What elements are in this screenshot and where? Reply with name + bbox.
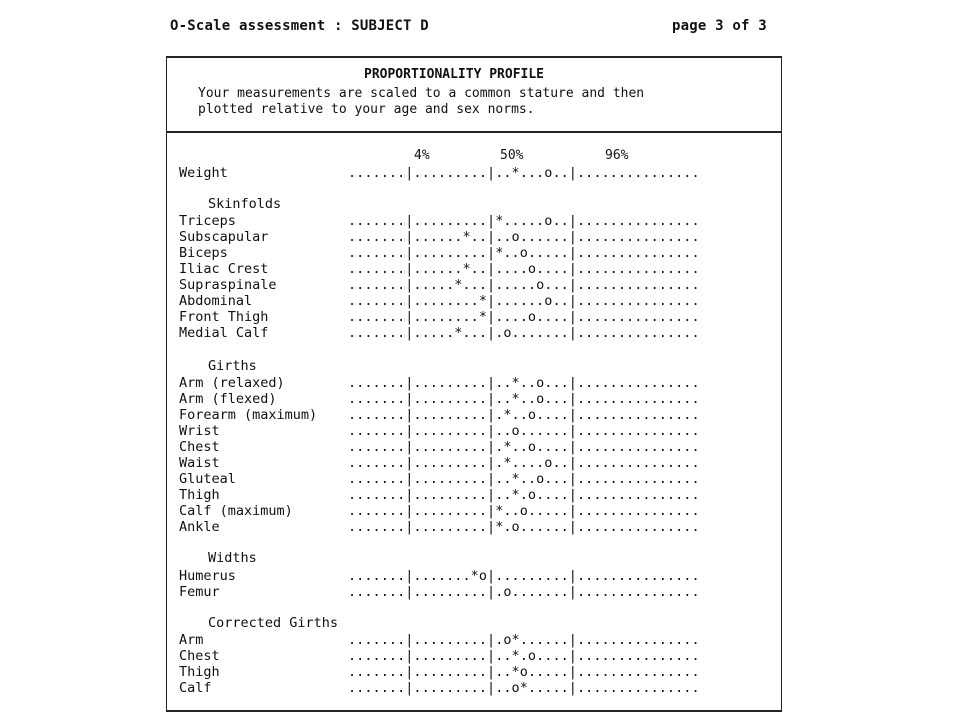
measurement-label: Femur bbox=[179, 584, 220, 600]
measurement-label: Arm (flexed) bbox=[179, 391, 277, 407]
percentile-plot-track: .......|........*|......o..|............... bbox=[348, 293, 700, 309]
measurement-label: Ankle bbox=[179, 519, 220, 535]
percentile-plot-track: .......|.......*o|.........|............... bbox=[348, 568, 700, 584]
percentile-plot-track: .......|.........|*.o......|............... bbox=[348, 519, 700, 535]
percentile-plot-track: .......|.........|..*...o..|............... bbox=[348, 165, 700, 181]
percentile-plot-track: .......|.....*...|.....o...|............... bbox=[348, 277, 700, 293]
measurement-label: Front Thigh bbox=[179, 309, 269, 325]
measurement-label: Subscapular bbox=[179, 229, 269, 245]
section-heading: Corrected Girths bbox=[208, 615, 339, 631]
profile-description-line-1: Your measurements are scaled to a common stature and then bbox=[198, 86, 645, 101]
top-border bbox=[166, 56, 782, 58]
percentile-plot-track: .......|.........|.*..o....|............... bbox=[348, 407, 700, 423]
measurement-label: Chest bbox=[179, 439, 220, 455]
measurement-label: Biceps bbox=[179, 245, 228, 261]
banner-divider bbox=[166, 131, 782, 133]
percentile-plot-track: .......|.........|..*..o...|............... bbox=[348, 471, 700, 487]
measurement-label: Thigh bbox=[179, 664, 220, 680]
percentile-plot-track: .......|.........|..o......|............... bbox=[348, 423, 700, 439]
document-header-title: O-Scale assessment : SUBJECT D bbox=[170, 18, 429, 34]
measurement-label: Arm (relaxed) bbox=[179, 375, 285, 391]
right-border bbox=[781, 56, 782, 712]
measurement-label: Abdominal bbox=[179, 293, 253, 309]
left-border bbox=[166, 56, 167, 712]
percentile-plot-track: .......|.........|.o.......|............... bbox=[348, 584, 700, 600]
profile-description-line-2: plotted relative to your age and sex norms. bbox=[198, 102, 535, 117]
measurement-label: Medial Calf bbox=[179, 325, 269, 341]
measurement-label: Triceps bbox=[179, 213, 236, 229]
measurement-label: Supraspinale bbox=[179, 277, 277, 293]
profile-title: PROPORTIONALITY PROFILE bbox=[364, 67, 545, 82]
percentile-plot-track: .......|.........|.*..o....|............... bbox=[348, 439, 700, 455]
percentile-plot-track: .......|.....*...|.o.......|............... bbox=[348, 325, 700, 341]
percentile-plot-track: .......|.........|*..o.....|............... bbox=[348, 245, 700, 261]
percentile-plot-track: .......|........*|....o....|............... bbox=[348, 309, 700, 325]
percentile-50-label: 50% bbox=[500, 148, 524, 163]
measurement-label: Calf (maximum) bbox=[179, 503, 293, 519]
measurement-label: Thigh bbox=[179, 487, 220, 503]
measurement-label: Iliac Crest bbox=[179, 261, 269, 277]
page-number: page 3 of 3 bbox=[672, 18, 767, 34]
section-heading: Widths bbox=[208, 550, 257, 566]
percentile-plot-track: .......|.........|..*.o....|............... bbox=[348, 648, 700, 664]
bottom-border bbox=[166, 710, 782, 712]
measurement-label: Wrist bbox=[179, 423, 220, 439]
percentile-96-label: 96% bbox=[605, 148, 629, 163]
percentile-plot-track: .......|.........|..*.o....|............... bbox=[348, 487, 700, 503]
percentile-plot-track: .......|.........|..*..o...|............... bbox=[348, 391, 700, 407]
measurement-label: Chest bbox=[179, 648, 220, 664]
percentile-plot-track: .......|.........|..*..o...|............... bbox=[348, 375, 700, 391]
percentile-plot-track: .......|.........|..o*.....|............... bbox=[348, 680, 700, 696]
percentile-plot-track: .......|.........|..*o.....|............... bbox=[348, 664, 700, 680]
percentile-plot-track: .......|.........|*.....o..|............... bbox=[348, 213, 700, 229]
section-heading: Skinfolds bbox=[208, 196, 282, 212]
measurement-label: Arm bbox=[179, 632, 204, 648]
measurement-label: Forearm (maximum) bbox=[179, 407, 318, 423]
measurement-label: Calf bbox=[179, 680, 212, 696]
percentile-plot-track: .......|......*..|....o....|............... bbox=[348, 261, 700, 277]
section-heading: Girths bbox=[208, 358, 257, 374]
percentile-plot-track: .......|.........|.*....o..|............... bbox=[348, 455, 700, 471]
percentile-4-label: 4% bbox=[414, 148, 430, 163]
measurement-label: Gluteal bbox=[179, 471, 236, 487]
measurement-label: Weight bbox=[179, 165, 228, 181]
measurement-label: Waist bbox=[179, 455, 220, 471]
percentile-plot-track: .......|.........|*..o.....|............... bbox=[348, 503, 700, 519]
measurement-label: Humerus bbox=[179, 568, 236, 584]
percentile-plot-track: .......|......*..|..o......|............... bbox=[348, 229, 700, 245]
percentile-plot-track: .......|.........|.o*......|............... bbox=[348, 632, 700, 648]
